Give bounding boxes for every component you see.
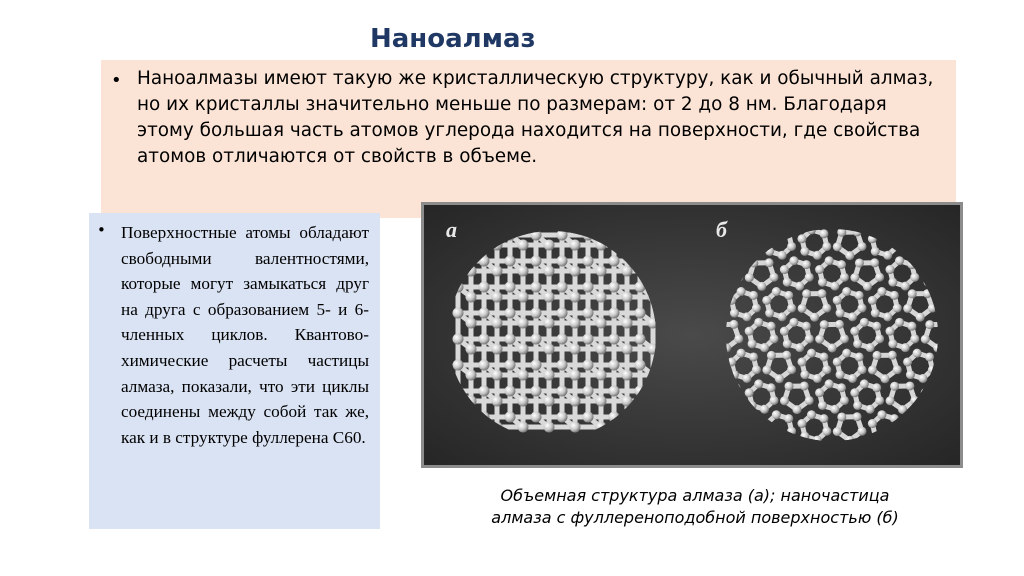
atom bbox=[925, 320, 934, 329]
atom bbox=[872, 383, 881, 392]
atom bbox=[807, 349, 816, 358]
atom bbox=[518, 370, 529, 381]
atom bbox=[757, 282, 766, 291]
atom bbox=[845, 251, 854, 260]
atom bbox=[802, 260, 811, 269]
atom bbox=[770, 273, 779, 282]
atom bbox=[544, 240, 555, 251]
atom bbox=[830, 282, 839, 291]
atom bbox=[762, 365, 771, 374]
atom bbox=[505, 256, 516, 267]
atom bbox=[872, 322, 881, 331]
atom bbox=[570, 344, 581, 355]
atom bbox=[557, 412, 568, 423]
atom bbox=[836, 309, 845, 318]
atom bbox=[765, 258, 774, 267]
atom bbox=[479, 360, 490, 371]
atom bbox=[754, 318, 763, 327]
atom bbox=[583, 334, 594, 345]
atom bbox=[818, 401, 827, 410]
atom bbox=[737, 349, 746, 358]
atom bbox=[760, 343, 769, 352]
atom bbox=[596, 396, 607, 407]
atom bbox=[531, 334, 542, 345]
atom bbox=[903, 357, 912, 366]
atom bbox=[825, 256, 834, 265]
atom bbox=[518, 292, 529, 303]
atom bbox=[820, 320, 829, 329]
atom bbox=[910, 273, 919, 282]
atom bbox=[583, 256, 594, 267]
atom bbox=[853, 339, 862, 348]
atom bbox=[596, 344, 607, 355]
atom bbox=[916, 313, 925, 322]
atom bbox=[815, 388, 824, 397]
atom bbox=[492, 396, 503, 407]
atom bbox=[805, 396, 814, 405]
atom bbox=[466, 318, 477, 329]
atom bbox=[479, 386, 490, 397]
atom bbox=[754, 379, 763, 388]
atom bbox=[583, 360, 594, 371]
atom bbox=[557, 360, 568, 371]
atom bbox=[833, 427, 842, 436]
atom bbox=[775, 374, 784, 383]
atom bbox=[570, 370, 581, 381]
atom bbox=[531, 360, 542, 371]
atom bbox=[875, 273, 884, 282]
atom bbox=[822, 365, 831, 374]
atom bbox=[842, 349, 851, 358]
atom bbox=[544, 370, 555, 381]
atom bbox=[890, 291, 899, 300]
atom bbox=[518, 318, 529, 329]
atom bbox=[819, 229, 828, 238]
atom bbox=[742, 374, 751, 383]
atom bbox=[531, 308, 542, 319]
atom bbox=[479, 308, 490, 319]
atom bbox=[518, 344, 529, 355]
atom bbox=[742, 312, 751, 321]
atom bbox=[903, 304, 912, 313]
atom bbox=[855, 352, 864, 361]
atom bbox=[752, 304, 761, 313]
atom bbox=[609, 256, 620, 267]
atom bbox=[815, 335, 824, 344]
atom bbox=[797, 357, 806, 366]
atom bbox=[906, 370, 915, 379]
atom bbox=[822, 304, 831, 313]
atom bbox=[885, 327, 894, 336]
atom bbox=[828, 343, 837, 352]
atom bbox=[518, 240, 529, 251]
atom bbox=[850, 273, 859, 282]
atom bbox=[802, 289, 811, 298]
atom bbox=[875, 396, 884, 405]
atom bbox=[557, 308, 568, 319]
atom bbox=[453, 360, 464, 371]
figure-caption bbox=[440, 485, 950, 529]
atom bbox=[925, 352, 934, 361]
atom bbox=[833, 357, 842, 366]
atom bbox=[822, 427, 831, 436]
atom bbox=[883, 312, 892, 321]
atom bbox=[813, 251, 822, 260]
atom bbox=[544, 266, 555, 277]
atom bbox=[787, 304, 796, 313]
label-a: а bbox=[446, 217, 457, 242]
slide-title: Наноалмаз bbox=[370, 24, 536, 54]
atom bbox=[837, 412, 846, 421]
atom bbox=[492, 370, 503, 381]
atom bbox=[570, 292, 581, 303]
atom bbox=[544, 292, 555, 303]
atom bbox=[890, 382, 899, 391]
atom bbox=[855, 258, 864, 267]
atom bbox=[858, 427, 867, 436]
atom bbox=[557, 282, 568, 293]
surface-atoms-text-box bbox=[89, 213, 380, 529]
atom bbox=[792, 405, 801, 414]
atom bbox=[895, 256, 904, 265]
atom bbox=[868, 296, 877, 305]
atom bbox=[748, 339, 757, 348]
atom bbox=[837, 383, 846, 392]
atom bbox=[583, 412, 594, 423]
atom bbox=[635, 334, 646, 345]
atom bbox=[730, 309, 739, 318]
atom bbox=[787, 365, 796, 374]
atom bbox=[466, 344, 477, 355]
nanodiamond-structure-image bbox=[421, 202, 963, 468]
atom bbox=[858, 242, 867, 251]
atom bbox=[492, 344, 503, 355]
atom bbox=[479, 334, 490, 345]
atom bbox=[531, 412, 542, 423]
atom bbox=[873, 351, 882, 360]
atom bbox=[907, 322, 916, 331]
atom bbox=[492, 266, 503, 277]
atom bbox=[505, 282, 516, 293]
atom bbox=[918, 374, 927, 383]
label-b: б bbox=[716, 217, 727, 242]
atom bbox=[850, 388, 859, 397]
atom bbox=[893, 365, 902, 374]
atom bbox=[596, 266, 607, 277]
atom bbox=[518, 266, 529, 277]
atom bbox=[840, 334, 849, 343]
atom bbox=[570, 422, 581, 433]
caption-line-1: Объемная структура алмаза (а); наночастица bbox=[500, 486, 890, 505]
atom bbox=[885, 265, 894, 274]
atom bbox=[855, 291, 864, 300]
atom bbox=[505, 412, 516, 423]
atom bbox=[596, 292, 607, 303]
atom bbox=[752, 365, 761, 374]
atom bbox=[767, 351, 776, 360]
atom bbox=[734, 334, 743, 343]
atom bbox=[544, 396, 555, 407]
atom bbox=[877, 410, 886, 419]
intro-paragraph: Наноалмазы имеют такую же кристаллическую структуру, как и обычный алмаз, но их кристаллы значительно меньше по размерам: от 2 до 8 нм. Благодаря этому большая часть атомов углерода находится на поверхности, где свойства атомов отличаются от свойств в объеме. bbox=[137, 68, 934, 167]
atom bbox=[557, 386, 568, 397]
atom bbox=[557, 334, 568, 345]
surface-atoms-paragraph: Поверхностные атомы обладают свободными валентностями, которые могут замыкаться друг на друга с образованием 5- и 6-членных циклов. Квантово-химические расчеты частицы алмаза, показали, что эти циклы соединены между собой так же, как и в структуре фуллерена С60. bbox=[121, 223, 369, 447]
atom bbox=[860, 318, 869, 327]
atom bbox=[453, 334, 464, 345]
atom bbox=[866, 405, 875, 414]
structure-illustration bbox=[424, 205, 960, 465]
atom bbox=[745, 273, 754, 282]
atom bbox=[765, 309, 774, 318]
atom bbox=[905, 381, 914, 390]
atom bbox=[492, 292, 503, 303]
atom bbox=[895, 318, 904, 327]
atom bbox=[570, 396, 581, 407]
atom bbox=[800, 247, 809, 256]
atom bbox=[868, 419, 877, 428]
atom bbox=[767, 383, 776, 392]
atom bbox=[833, 296, 842, 305]
atom bbox=[842, 287, 851, 296]
atom bbox=[762, 296, 771, 305]
atom bbox=[544, 318, 555, 329]
atom bbox=[795, 282, 804, 291]
atom bbox=[749, 352, 758, 361]
atom bbox=[901, 282, 910, 291]
atom bbox=[787, 242, 796, 251]
atom bbox=[518, 396, 529, 407]
atom bbox=[583, 386, 594, 397]
atom bbox=[863, 282, 872, 291]
atom bbox=[817, 289, 826, 298]
atom bbox=[570, 266, 581, 277]
atom bbox=[783, 278, 792, 287]
atom bbox=[853, 412, 862, 421]
atom bbox=[583, 282, 594, 293]
atom bbox=[784, 414, 793, 423]
atom bbox=[782, 351, 791, 360]
atom bbox=[880, 374, 889, 383]
atom bbox=[466, 370, 477, 381]
atom bbox=[819, 414, 828, 423]
atom bbox=[813, 374, 822, 383]
atom bbox=[531, 386, 542, 397]
atom bbox=[544, 344, 555, 355]
atom bbox=[745, 388, 754, 397]
atom bbox=[858, 304, 867, 313]
atom bbox=[785, 382, 794, 391]
atom bbox=[837, 260, 846, 269]
atom bbox=[921, 335, 930, 344]
atom bbox=[505, 334, 516, 345]
atom bbox=[770, 334, 779, 343]
atom bbox=[544, 422, 555, 433]
atom bbox=[840, 273, 849, 282]
atom bbox=[797, 419, 806, 428]
atom bbox=[583, 308, 594, 319]
atom bbox=[853, 401, 862, 410]
atom bbox=[836, 370, 845, 379]
atom bbox=[609, 282, 620, 293]
atom bbox=[780, 327, 789, 336]
atom bbox=[635, 360, 646, 371]
atom bbox=[798, 304, 807, 313]
atom bbox=[772, 410, 781, 419]
atom bbox=[910, 334, 919, 343]
atom bbox=[780, 265, 789, 274]
atom bbox=[622, 292, 633, 303]
atom bbox=[858, 365, 867, 374]
atom bbox=[729, 320, 738, 329]
atom bbox=[609, 386, 620, 397]
atom bbox=[805, 273, 814, 282]
atom bbox=[901, 343, 910, 352]
atom bbox=[531, 282, 542, 293]
atom bbox=[805, 334, 814, 343]
atom bbox=[749, 291, 758, 300]
intro-text-box bbox=[101, 60, 956, 218]
atom bbox=[870, 258, 879, 267]
atom bbox=[596, 318, 607, 329]
bullet-marker: • bbox=[97, 221, 106, 239]
atom bbox=[893, 304, 902, 313]
atom bbox=[778, 312, 787, 321]
bullet-marker: • bbox=[111, 70, 122, 91]
atom bbox=[877, 287, 886, 296]
atom bbox=[818, 278, 827, 287]
atom bbox=[635, 308, 646, 319]
atom bbox=[596, 370, 607, 381]
atom bbox=[848, 374, 857, 383]
atom bbox=[505, 386, 516, 397]
atom bbox=[479, 282, 490, 293]
atom bbox=[622, 318, 633, 329]
atom bbox=[807, 410, 816, 419]
atom bbox=[772, 287, 781, 296]
atom bbox=[557, 256, 568, 267]
atom bbox=[745, 327, 754, 336]
atom bbox=[819, 352, 828, 361]
atom bbox=[800, 370, 809, 379]
atom bbox=[883, 251, 892, 260]
atom bbox=[570, 240, 581, 251]
atom bbox=[797, 234, 806, 243]
atom bbox=[868, 365, 877, 374]
atom bbox=[835, 320, 844, 329]
atom bbox=[848, 312, 857, 321]
atom bbox=[888, 278, 897, 287]
atom bbox=[505, 308, 516, 319]
atom bbox=[830, 405, 839, 414]
atom bbox=[770, 396, 779, 405]
atom bbox=[866, 343, 875, 352]
atom bbox=[800, 381, 809, 390]
atom bbox=[518, 422, 529, 433]
atom bbox=[850, 327, 859, 336]
atom bbox=[908, 289, 917, 298]
atom bbox=[825, 379, 834, 388]
atom bbox=[789, 318, 798, 327]
atom bbox=[860, 379, 869, 388]
atom bbox=[822, 242, 831, 251]
atom bbox=[505, 360, 516, 371]
atom bbox=[466, 292, 477, 303]
atom bbox=[778, 251, 787, 260]
atom bbox=[760, 405, 769, 414]
atom bbox=[492, 318, 503, 329]
atom bbox=[888, 351, 897, 360]
caption-line-2: алмаза с фуллереноподобной поверхностью (б) bbox=[491, 508, 899, 527]
atom bbox=[609, 360, 620, 371]
atom bbox=[802, 322, 811, 331]
atom bbox=[789, 256, 798, 265]
atom bbox=[833, 242, 842, 251]
atom bbox=[840, 396, 849, 405]
atom bbox=[810, 313, 819, 322]
atom bbox=[453, 308, 464, 319]
atom bbox=[913, 349, 922, 358]
atom bbox=[886, 396, 895, 405]
atom bbox=[609, 308, 620, 319]
atom bbox=[767, 322, 776, 331]
atom bbox=[570, 318, 581, 329]
atom bbox=[795, 343, 804, 352]
atom bbox=[622, 370, 633, 381]
atom bbox=[815, 265, 824, 274]
atom bbox=[780, 396, 789, 405]
atom bbox=[622, 344, 633, 355]
atom bbox=[531, 256, 542, 267]
atom bbox=[784, 291, 793, 300]
atom bbox=[871, 309, 880, 318]
atom bbox=[783, 339, 792, 348]
atom bbox=[875, 334, 884, 343]
atom bbox=[888, 339, 897, 348]
atom bbox=[609, 334, 620, 345]
atom bbox=[737, 287, 746, 296]
atom bbox=[871, 247, 880, 256]
